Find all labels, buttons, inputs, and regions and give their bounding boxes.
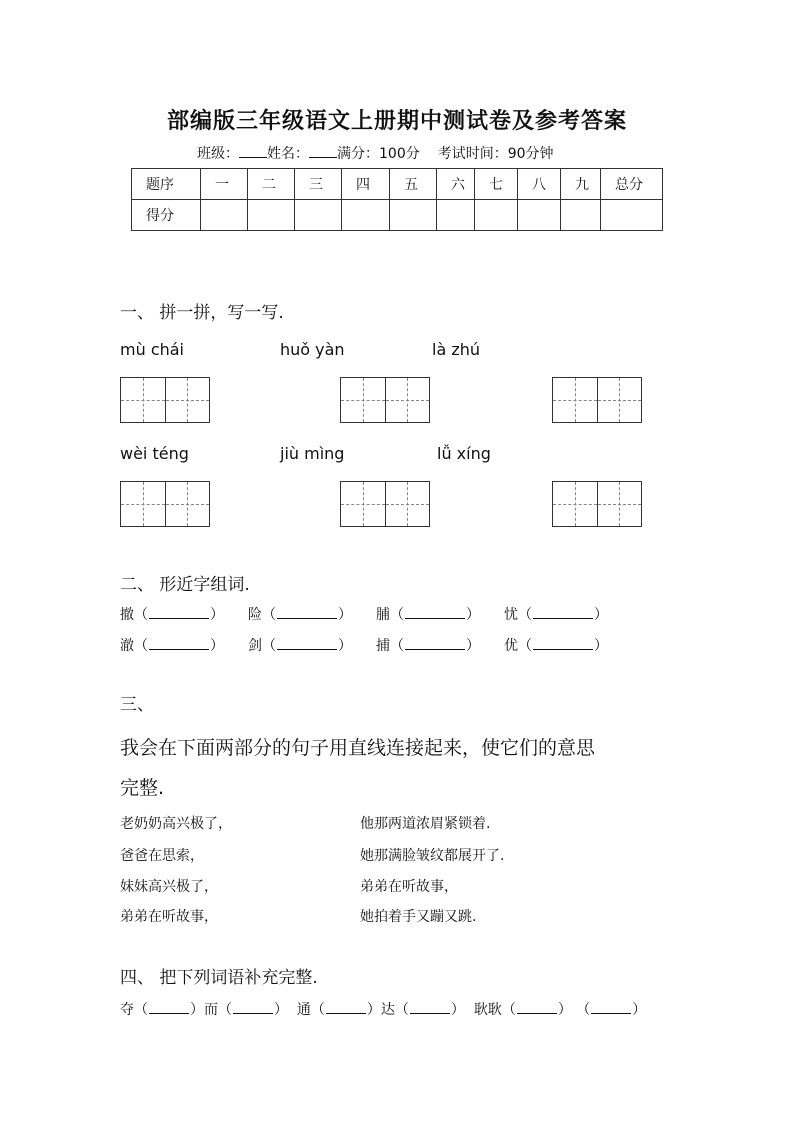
answer-blank[interactable]: [517, 1001, 557, 1014]
pinyin-text: jiù mìng: [280, 444, 345, 463]
header-cell: 四: [342, 169, 390, 200]
writing-grid[interactable]: [340, 377, 430, 423]
score-cell[interactable]: [437, 200, 475, 231]
score-cell[interactable]: [475, 200, 518, 231]
word-group-item: 捕（ ）: [376, 638, 480, 654]
left-sentence[interactable]: 妹妹高兴极了，: [120, 879, 218, 895]
header-cell: 五: [390, 169, 437, 200]
word-group-item: 优（ ）: [504, 638, 608, 654]
pinyin-text: mù chái: [120, 340, 184, 359]
answer-blank[interactable]: [591, 1001, 631, 1014]
header-cell: 八: [518, 169, 561, 200]
answer-blank[interactable]: [277, 637, 337, 650]
right-sentence[interactable]: 她拍着手又蹦又跳.: [360, 909, 477, 925]
answer-blank[interactable]: [149, 1001, 189, 1014]
class-label: 班级：: [197, 146, 239, 162]
header-cell: 一: [201, 169, 248, 200]
score-cell[interactable]: [601, 200, 663, 231]
name-blank[interactable]: [309, 143, 337, 158]
left-sentence[interactable]: 老奶奶高兴极了，: [120, 816, 232, 832]
pinyin-text: là zhú: [432, 340, 481, 359]
score-cell[interactable]: [201, 200, 248, 231]
page-title: 部编版三年级语文上册期中测试卷及参考答案: [166, 108, 627, 134]
pinyin-text: huǒ yàn: [280, 340, 345, 359]
score-cell[interactable]: [390, 200, 437, 231]
answer-blank[interactable]: [533, 637, 593, 650]
writing-grid[interactable]: [120, 377, 210, 423]
answer-blank[interactable]: [149, 606, 209, 619]
writing-grid[interactable]: [340, 481, 430, 527]
section2-heading: 二、 形近字组词.: [120, 575, 250, 595]
word-group-item: 撤（ ）: [120, 607, 224, 623]
answer-blank[interactable]: [149, 637, 209, 650]
section3-heading: 三、: [120, 695, 154, 715]
score-cell[interactable]: [518, 200, 561, 231]
answer-blank[interactable]: [405, 637, 465, 650]
score-header-row: [132, 169, 663, 200]
answer-blank[interactable]: [326, 1001, 366, 1014]
name-label: 姓名：: [267, 146, 309, 162]
header-cell: 二: [248, 169, 295, 200]
writing-grid[interactable]: [120, 481, 210, 527]
section1-heading: 一、 拼一拼，写一写.: [120, 303, 284, 323]
score-cell[interactable]: [248, 200, 295, 231]
right-sentence[interactable]: 她那满脸皱纹都展开了.: [360, 848, 505, 864]
word-group-item: 剑（ ）: [248, 638, 352, 654]
word-group-item: 脯（ ）: [376, 607, 480, 623]
header-cell: 六: [437, 169, 475, 200]
right-sentence[interactable]: 弟弟在听故事，: [360, 879, 458, 895]
right-sentence[interactable]: 他那两道浓眉紧锁着.: [360, 816, 491, 832]
writing-grid[interactable]: [552, 377, 642, 423]
writing-grid[interactable]: [552, 481, 642, 527]
class-blank[interactable]: [239, 143, 267, 158]
answer-blank[interactable]: [277, 606, 337, 619]
score-cell[interactable]: [561, 200, 601, 231]
answer-blank[interactable]: [410, 1001, 450, 1014]
header-cell: 总分: [601, 169, 663, 200]
header-cell: 九: [561, 169, 601, 200]
pinyin-text: wèi téng: [120, 444, 189, 463]
header-cell: 三: [295, 169, 342, 200]
section3-instruction-cont: 完整.: [120, 777, 165, 799]
answer-blank[interactable]: [533, 606, 593, 619]
score-row: [132, 200, 663, 231]
word-group-item: 险（ ）: [248, 607, 352, 623]
word-group-item: 澈（ ）: [120, 638, 224, 654]
word-group-item: 忧（ ）: [504, 607, 608, 623]
header-cell: 七: [475, 169, 518, 200]
section4-heading: 四、 把下列词语补充完整.: [120, 968, 318, 988]
exam-info: [197, 143, 554, 163]
score-row-label: 得分: [132, 200, 201, 231]
score-cell[interactable]: [342, 200, 390, 231]
left-sentence[interactable]: 爸爸在思索，: [120, 848, 204, 864]
answer-blank[interactable]: [233, 1001, 273, 1014]
full-score: 满分：100分: [337, 146, 420, 162]
idiom-fill-line: 夺（ ）而（ ） 通（ ）达（ ） 耿耿（ ） （ ）: [120, 1002, 647, 1018]
answer-blank[interactable]: [405, 606, 465, 619]
left-sentence[interactable]: 弟弟在听故事，: [120, 909, 218, 925]
header-cell: 题序: [132, 169, 201, 200]
section3-instruction: 我会在下面两部分的句子用直线连接起来，使它们的意思: [120, 737, 596, 759]
exam-time: 考试时间：90分钟: [437, 146, 554, 162]
score-cell[interactable]: [295, 200, 342, 231]
score-table: [131, 168, 663, 231]
pinyin-text: lǚ xíng: [437, 444, 491, 463]
